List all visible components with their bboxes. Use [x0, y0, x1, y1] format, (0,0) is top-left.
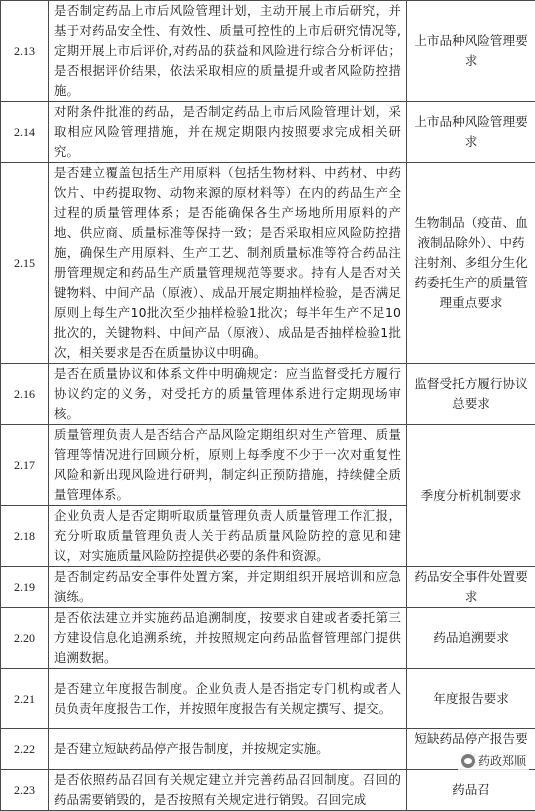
item-description: 是否建立短缺药品停产报告制度，并按规定实施。: [49, 729, 407, 770]
item-number: 2.19: [1, 567, 49, 608]
table-row: [1, 1, 535, 102]
item-requirement: 药品召: [407, 770, 535, 811]
item-number: 2.15: [1, 163, 49, 364]
item-number: 2.18: [1, 506, 49, 567]
item-description: 是否建立覆盖包括生产用原料（包括生物材料、中药材、中药饮片、中药提取物、动物来源的原材料等）在内的药品生产全过程的质量管理体系；是否能确保各生产场地所用原料的产地、供应商、质量标准等保持一致；是否采取相应风险防控措施，确保生产用原料、生产工艺、制剂质量标准等符合药品注册管理规定和药品生产质量管理规范等要求。持有人是否对关键物料、中间产品（原液）、成品开展定期抽样检验，是否满足原则上每生产10批次至少抽样检验1批次；每半年生产不足10批次的，关键物料、中间产品（原液）、成品是否抽样检验1批次，相关要求是否在质量协议中明确。: [49, 163, 407, 364]
item-number: 2.22: [1, 729, 49, 770]
item-description: 是否依法建立并实施药品追溯制度，按要求自建或者委托第三方建设信息化追溯系统，并按照规定向药品监督管理部门提供追溯数据。: [49, 608, 407, 669]
item-description: 企业负责人是否定期听取质量管理负责人质量管理工作汇报，充分听取质量管理负责人关于药品质量风险防控的意见和建议，对实施质量风险防控提供必要的条件和资源。: [49, 506, 407, 567]
item-description: 质量管理负责人是否结合产品风险定期组织对生产管理、质量管理等情况进行回顾分析，原则上每季度不少于一次对重复性风险和新出现风险进行研判，制定纠正预防措施，持续健全质量管理体系。: [49, 425, 407, 506]
item-requirement: 上市品种风险管理要求: [407, 102, 535, 163]
table-row: [1, 425, 535, 506]
item-requirement: 监督受托方履行协议总要求: [407, 364, 535, 425]
table-row: [1, 567, 535, 608]
item-requirement: 季度分析机制要求: [407, 425, 535, 567]
item-number: 2.14: [1, 102, 49, 163]
item-description: 对附条件批准的药品，是否制定药品上市后风险管理计划，采取相应风险管理措施，并在规定期限内按照要求完成相关研究。: [49, 102, 407, 163]
table-row: [1, 102, 535, 163]
table-row: [1, 770, 535, 811]
item-requirement: 药品安全事件处置要求: [407, 567, 535, 608]
item-description: 是否依照药品召回有关规定建立并完善药品召回制度。召回的药品需要销毁的，是否按照有关规定进行销毁。召回完成: [49, 770, 407, 811]
item-description: 是否制定药品上市后风险管理计划，主动开展上市后研究，并基于对药品安全性、有效性、质量可控性的上市后研究情况等,定期开展上市后评价,对药品的获益和风险进行综合分析评估；是否根据评价结果，依法采取相应的质量提升或者风险防控措施。: [49, 1, 407, 102]
table-row: [1, 729, 535, 770]
item-description: 是否制定药品安全事件处置方案，并定期组织开展培训和应急演练。: [49, 567, 407, 608]
item-requirement: 上市品种风险管理要求: [407, 1, 535, 102]
item-number: 2.20: [1, 608, 49, 669]
item-description: 是否在质量协议和体系文件中明确规定：应当监督受托方履行协议约定的义务，对受托方的质量管理体系进行定期现场审核。: [49, 364, 407, 425]
watermark-text: 药政郑顺: [478, 752, 526, 769]
item-number: 2.21: [1, 669, 49, 729]
table-row: [1, 163, 535, 364]
table-row: [1, 608, 535, 669]
table-row: [1, 669, 535, 729]
item-number: 2.17: [1, 425, 49, 506]
table-row: [1, 364, 535, 425]
item-number: 2.13: [1, 1, 49, 102]
item-description: 是否建立年度报告制度。企业负责人是否指定专门机构或者人员负责年度报告工作，并按照年度报告有关规定撰写、提交。: [49, 669, 407, 729]
item-number: 2.23: [1, 770, 49, 811]
item-requirement: 药品追溯要求: [407, 608, 535, 669]
wechat-icon: [461, 754, 475, 768]
item-requirement: 生物制品（疫苗、血液制品除外）、中药注射剂、多组分生化药委托生产的质量管理重点要求: [407, 163, 535, 364]
watermark: [458, 751, 529, 770]
item-number: 2.16: [1, 364, 49, 425]
item-requirement: 短缺药品停产报告要: [407, 729, 535, 770]
item-requirement: 年度报告要求: [407, 669, 535, 729]
